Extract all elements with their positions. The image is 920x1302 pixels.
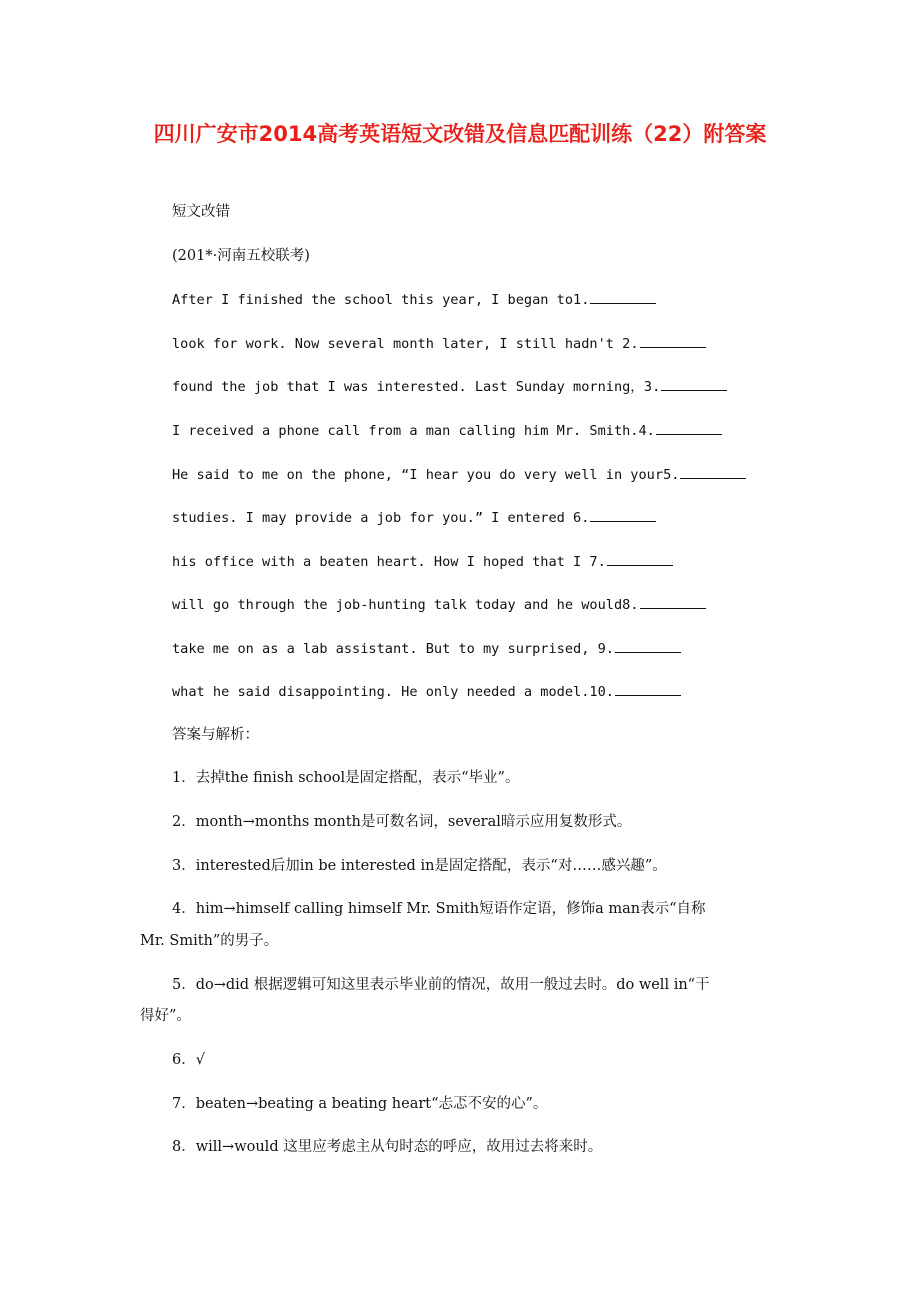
passage-line bbox=[172, 681, 681, 702]
answer-item-5: 5．do→did 根据逻辑可知这里表示毕业前的情况，故用一般过去时。do well in“干 bbox=[172, 977, 710, 993]
answer-blank bbox=[661, 376, 727, 391]
answer-item-5-continued: 得好”。 bbox=[140, 1008, 191, 1024]
answer-blank bbox=[640, 333, 706, 348]
passage-line bbox=[172, 507, 656, 528]
answer-blank bbox=[615, 681, 681, 696]
document-title: 四川广安市2014高考英语短文改错及信息匹配训练（22）附答案 bbox=[153, 122, 767, 146]
answer-item-4-continued: Mr. Smith”的男子。 bbox=[140, 933, 279, 949]
passage-text: what he said disappointing. He only needed a model. bbox=[172, 684, 590, 700]
passage-line bbox=[172, 420, 722, 441]
passage-text: take me on as a lab assistant. But to my surprised, bbox=[172, 641, 598, 657]
blank-number: 2. bbox=[622, 336, 639, 352]
section-heading: 短文改错 bbox=[172, 204, 230, 220]
answer-blank bbox=[607, 551, 673, 566]
answer-item-7: 7．beaten→beating a beating heart“忐忑不安的心”。 bbox=[172, 1096, 548, 1112]
blank-number: 8. bbox=[622, 597, 639, 613]
passage-line bbox=[172, 464, 746, 485]
blank-number: 6. bbox=[573, 510, 590, 526]
blank-number: 4. bbox=[638, 423, 655, 439]
answers-heading: 答案与解析： bbox=[172, 727, 259, 743]
blank-number: 7. bbox=[589, 554, 606, 570]
answer-blank bbox=[590, 289, 656, 304]
blank-number: 10. bbox=[589, 684, 614, 700]
passage-text: his office with a beaten heart. How I hoped that I bbox=[172, 554, 590, 570]
passage-text: I received a phone call from a man calling him Mr. Smith. bbox=[172, 423, 639, 439]
answer-item-4: 4．him→himself calling himself Mr. Smith短语作定语，修饰a man表示“自称 bbox=[172, 901, 706, 917]
passage-line bbox=[172, 551, 673, 572]
answer-blank bbox=[656, 420, 722, 435]
answer-blank bbox=[640, 594, 706, 609]
passage-line bbox=[172, 594, 706, 615]
blank-number: 9. bbox=[597, 641, 614, 657]
source-note: (201*·河南五校联考) bbox=[172, 248, 310, 264]
blank-number: 3. bbox=[643, 379, 661, 395]
answer-item-3: 3．interested后加in be interested in是固定搭配，表示“对……感兴趣”。 bbox=[172, 858, 667, 874]
blank-number: 1. bbox=[573, 292, 590, 308]
answer-item-1: 1．去掉the finish school是固定搭配，表示“毕业”。 bbox=[172, 770, 520, 786]
passage-text: After I finished the school this year, I began to bbox=[172, 292, 574, 308]
passage-text: He said to me on the phone, “I hear you do very well in your bbox=[172, 467, 664, 483]
passage-line bbox=[172, 333, 706, 354]
passage-text: look for work. Now several month later, I still hadn't bbox=[172, 336, 623, 352]
passage-line bbox=[172, 289, 656, 310]
passage-text: studies. I may provide a job for you.” I entered bbox=[172, 510, 574, 526]
blank-number: 5. bbox=[663, 467, 680, 483]
passage-text: found the job that I was interested. Last Sunday morning， bbox=[172, 379, 644, 395]
passage-text: will go through the job-hunting talk today and he would bbox=[172, 597, 623, 613]
answer-blank bbox=[590, 507, 656, 522]
passage-line bbox=[172, 376, 727, 397]
passage-line bbox=[172, 638, 681, 659]
answer-item-8: 8．will→would 这里应考虑主从句时态的呼应，故用过去将来时。 bbox=[172, 1139, 603, 1155]
answer-blank bbox=[680, 464, 746, 479]
answer-item-2: 2．month→months month是可数名词，several暗示应用复数形式。 bbox=[172, 814, 632, 830]
answer-item-6: 6．√ bbox=[172, 1052, 205, 1068]
answer-blank bbox=[615, 638, 681, 653]
